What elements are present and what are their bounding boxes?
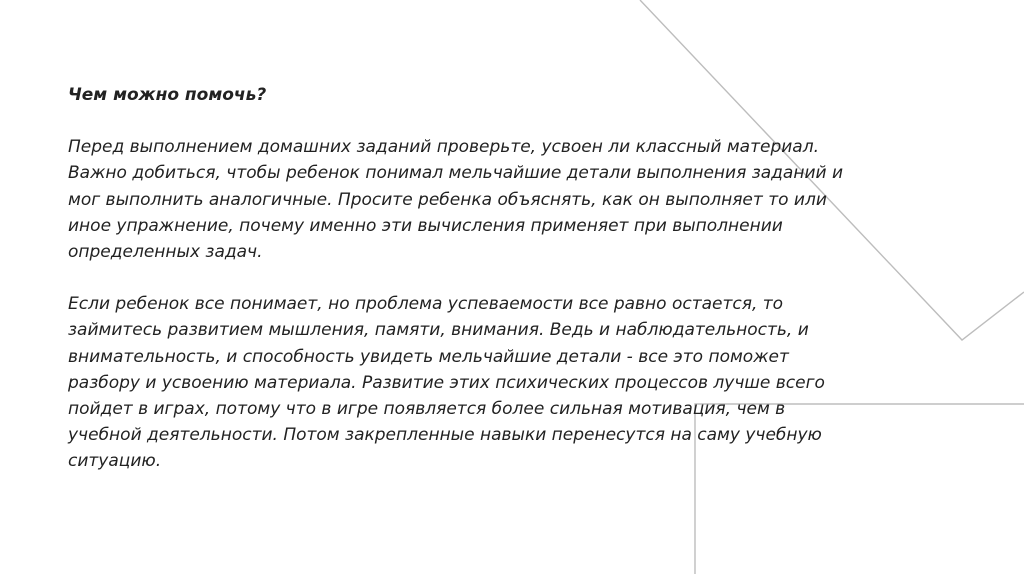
slide-heading: Чем можно помочь? (68, 85, 267, 105)
paragraph-homework-check: Перед выполнением домашних заданий проверьте, усвоен ли классный материал. Важно добиться, чтобы ребенок понимал мельчайшие детали выполнения заданий и мог выполнить аналогичные. Просите ребенка объяснять, как он выполняет то или иное упражнение, почему именно эти вычисления применяет при выполнении определенных задач. (68, 137, 844, 263)
paragraph-skills-development: Если ребенок все понимает, но проблема успеваемости все равно остается, то займитесь развитием мышления, памяти, внимания. Ведь и наблюдательность, и внимательность, и способность увидеть мельчайшие детали - все это поможет разбору и усвоению материала. Развитие этих психических процессов лучше всего пойдет в играх, потому что в игре появляется более сильная мотивация, чем в учебной деятельности. Потом закрепленные навыки перенесутся на саму учебную ситуацию. (68, 294, 825, 472)
slide-content (68, 82, 948, 501)
